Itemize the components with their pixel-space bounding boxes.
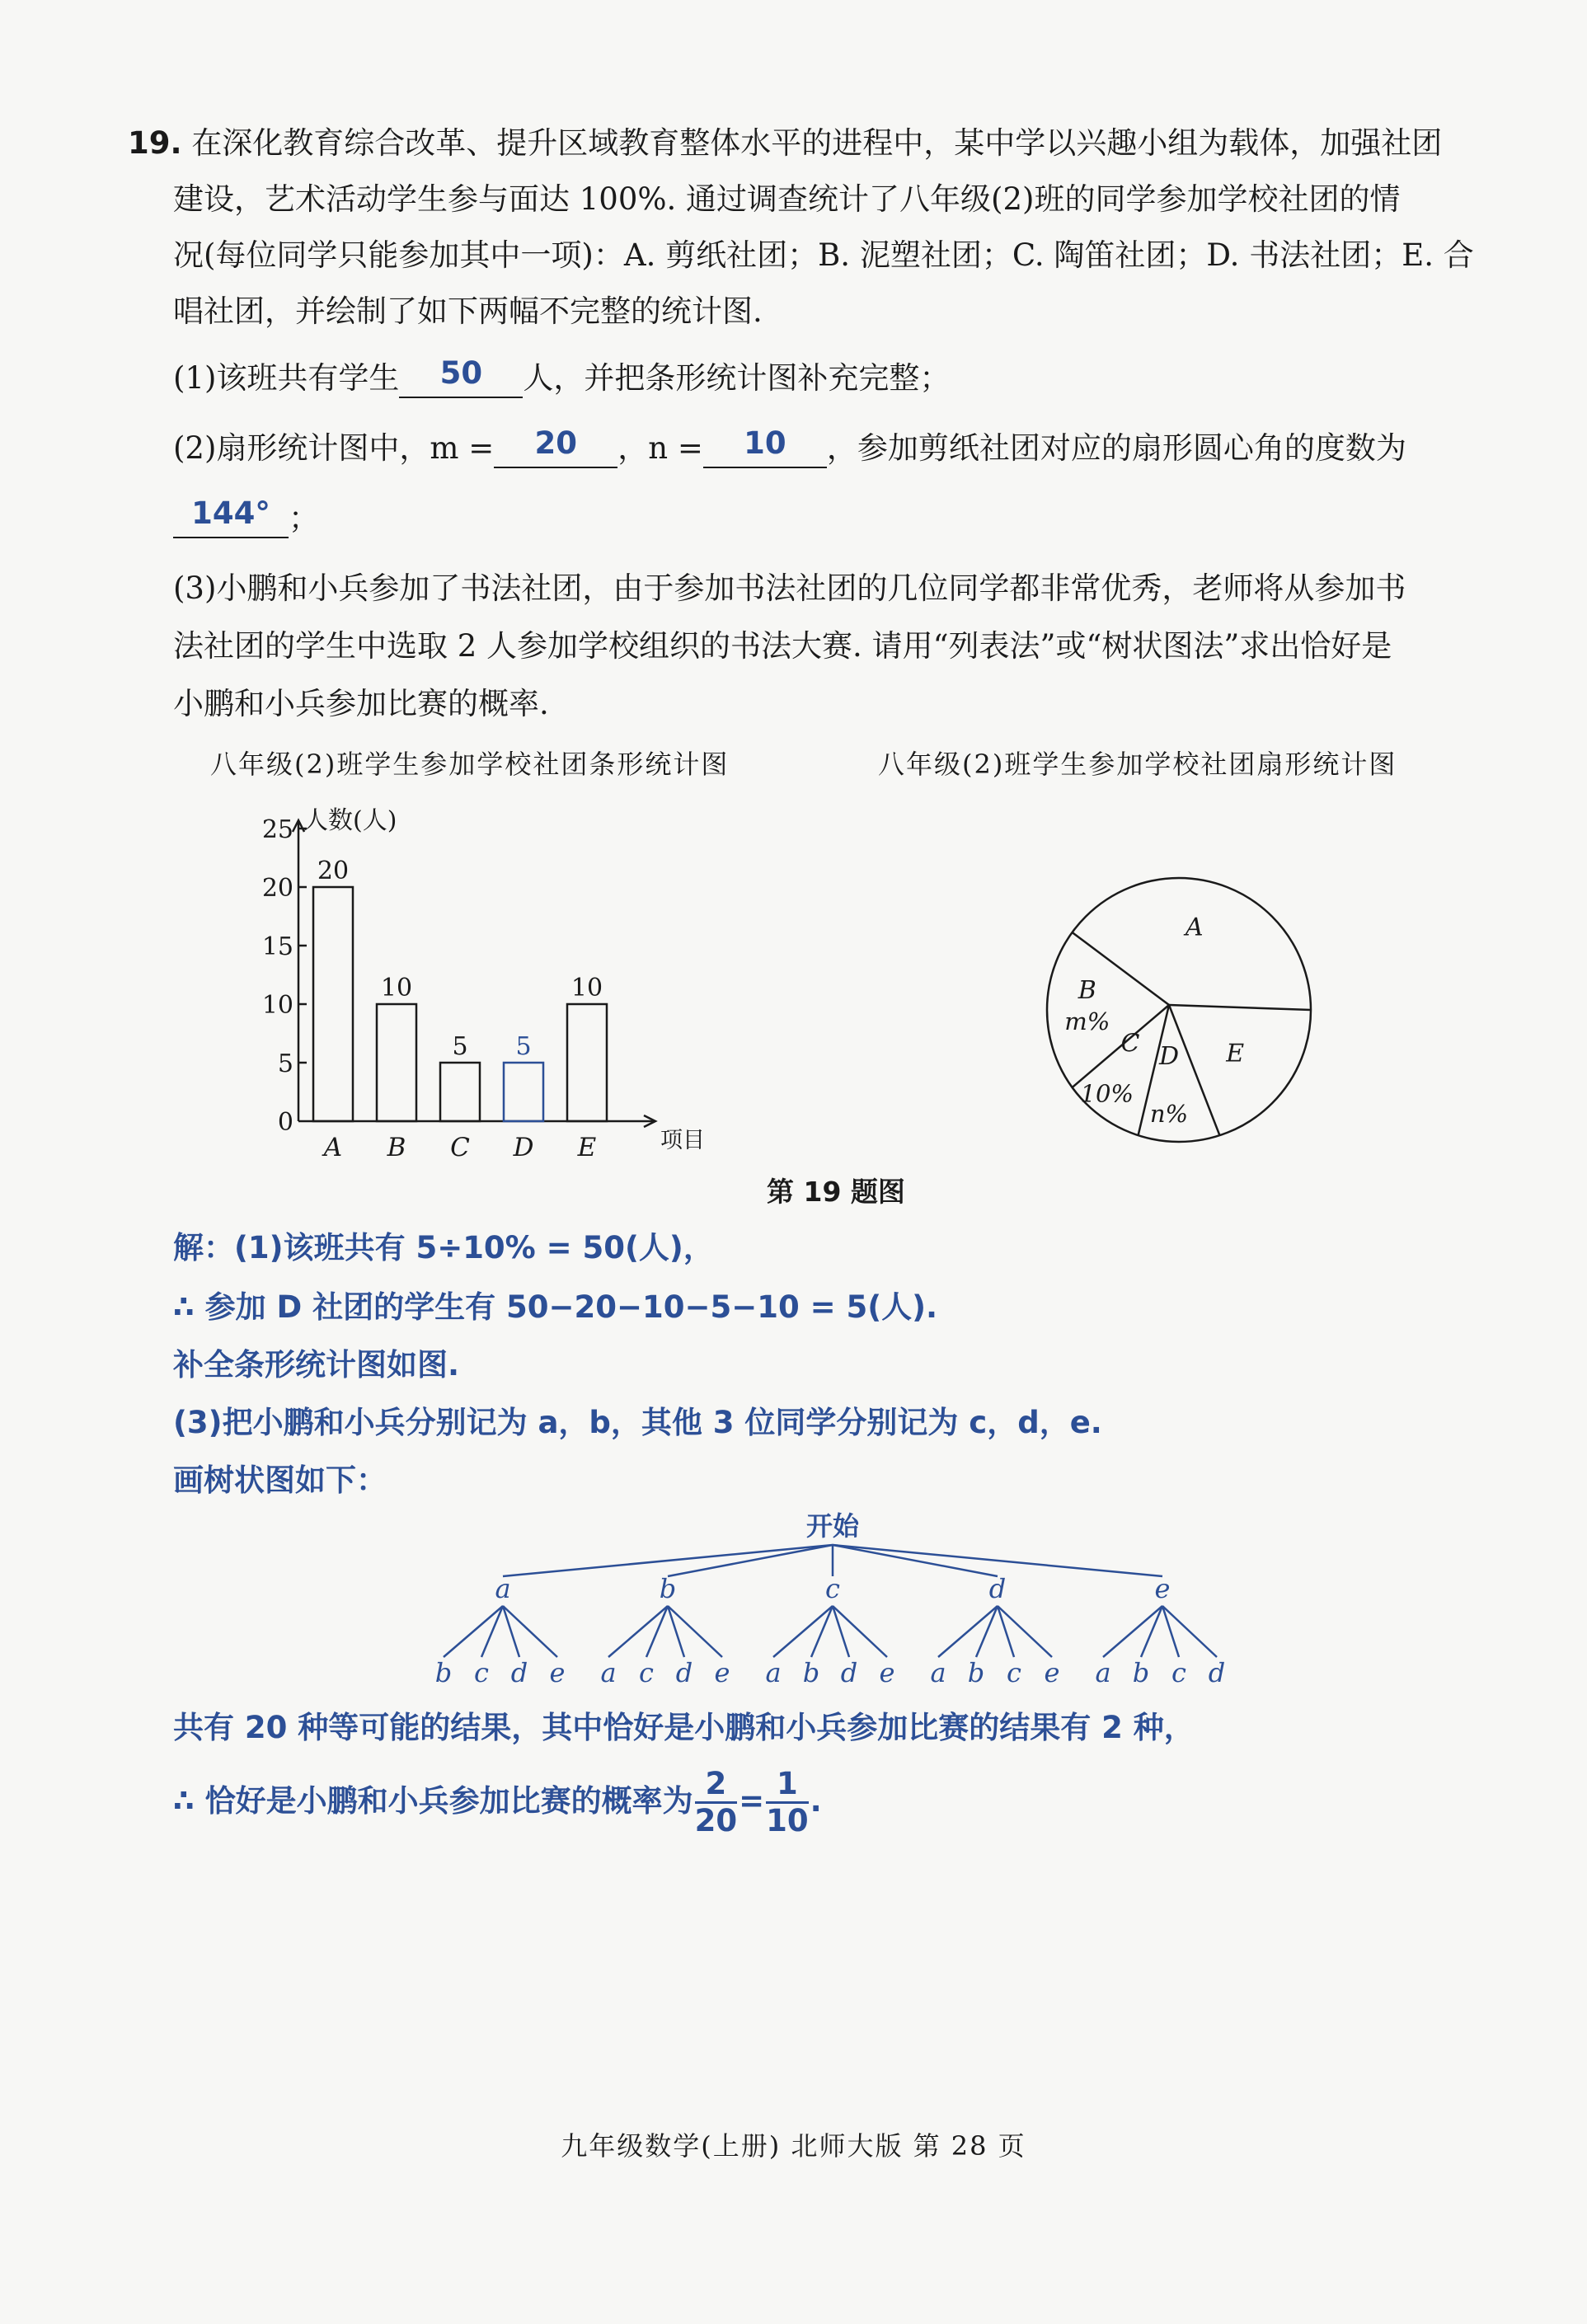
tree-leaf-e-c: c <box>1171 1657 1186 1688</box>
tree-leaf-a-d: d <box>510 1657 528 1688</box>
tree-node-d: d <box>988 1573 1007 1604</box>
bar-y-tick-label: 0 <box>277 1108 293 1137</box>
bar-chart-caption: 八年级(2)班学生参加学校社团条形统计图 <box>210 749 730 780</box>
bar-value-label-D: 5 <box>515 1032 532 1061</box>
tree-edge-c-b <box>811 1606 833 1657</box>
pie-radius-A <box>1169 1005 1311 1010</box>
bar-E <box>567 1004 607 1121</box>
fraction-1-10 <box>766 1767 809 1838</box>
bar-x-label: 项目 <box>660 1128 705 1153</box>
tree-edge-e-b <box>1141 1606 1162 1657</box>
bar-value-label-A: 20 <box>317 857 350 885</box>
part1-prefix: (1)该班共有学生 <box>173 360 400 396</box>
part2-blank-m <box>494 425 617 468</box>
tree-leaf-a-b: b <box>434 1657 453 1688</box>
question-intro-line-3: 况(每位同学只能参加其中一项)：A. 剪纸社团；B. 泥塑社团；C. 陶笛社团；D. 书法社团；E. 合 <box>173 237 1474 273</box>
intro-text-1: 在深化教育综合改革、提升区域教育整体水平的进程中，某中学以兴趣小组为载体，加强社团 <box>191 125 1443 161</box>
pie-chart-caption: 八年级(2)班学生参加学校社团扇形统计图 <box>878 749 1397 780</box>
question-number: 19. <box>128 125 182 161</box>
page-footer: 九年级数学(上册) 北师大版 第 28 页 <box>561 2130 1026 2162</box>
tree-leaf-b-d: d <box>675 1657 693 1688</box>
solution-line-7-prefix: ∴ 恰好是小鹏和小兵参加比赛的概率为 <box>173 1783 693 1819</box>
part1-answer: 50 <box>439 355 483 391</box>
pie-label-D: D <box>1158 1042 1180 1071</box>
tree-edge-root-a <box>503 1545 833 1576</box>
solution-line-3: 补全条形统计图如图. <box>173 1347 460 1383</box>
bar-chart <box>239 783 750 1179</box>
tree-edge-root-e <box>833 1545 1162 1576</box>
tree-leaf-d-a: a <box>930 1657 946 1688</box>
part2-answer-m: 20 <box>534 425 578 461</box>
bar-y-tick-label: 15 <box>261 932 293 961</box>
tree-edge-a-c <box>481 1606 503 1657</box>
bar-value-label-B: 10 <box>380 974 413 1002</box>
part3-line-2: 法社团的学生中选取 2 人参加学校组织的书法大赛. 请用“列表法”或“树状图法”求出恰好是 <box>173 628 1392 664</box>
pie-label-A: A <box>1185 913 1204 942</box>
solution-line-5: 画树状图如下： <box>173 1462 387 1498</box>
bar-value-label-E: 10 <box>570 974 603 1002</box>
part2-angle-line <box>173 495 319 538</box>
tree-leaf-d-e: e <box>1044 1657 1060 1688</box>
tree-leaf-b-a: a <box>600 1657 617 1688</box>
tree-edge-a-b <box>444 1606 503 1657</box>
part1-blank <box>399 355 523 398</box>
part1-line <box>173 355 951 398</box>
tree-edge-root-d <box>833 1545 998 1576</box>
fraction-1-numerator: 2 <box>695 1767 738 1804</box>
solution-line-2: ∴ 参加 D 社团的学生有 50−20−10−5−10 = 5(人). <box>173 1289 938 1325</box>
tree-edge-b-c <box>646 1606 668 1657</box>
pie-label-E: E <box>1226 1039 1245 1068</box>
bar-y-tick-label: 5 <box>277 1049 293 1078</box>
tree-node-b: b <box>659 1573 677 1604</box>
pie-chart <box>1031 857 1344 1171</box>
part1-suffix: 人，并把条形统计图补充完整； <box>523 360 951 396</box>
part2-suffix: ，参加剪纸社团对应的扇形圆心角的度数为 <box>826 430 1406 466</box>
pie-value-label-D: n% <box>1149 1100 1189 1128</box>
pie-marks <box>1047 878 1311 1142</box>
tree-leaf-c-d: d <box>840 1657 858 1688</box>
bar-category-label-A: A <box>323 1133 343 1162</box>
tree-leaf-a-c: c <box>474 1657 489 1688</box>
bar-category-label-D: D <box>513 1133 534 1162</box>
fraction-2-20 <box>695 1767 738 1838</box>
question-intro-line-4: 唱社团，并绘制了如下两幅不完整的统计图. <box>173 293 763 329</box>
solution-line-4: (3)把小鹏和小兵分别记为 a，b，其他 3 位同学分别记为 c，d，e. <box>173 1405 1102 1440</box>
tree-leaf-e-a: a <box>1095 1657 1111 1688</box>
tree-leaf-c-e: e <box>879 1657 895 1688</box>
part2-prefix: (2)扇形统计图中，m = <box>173 430 495 466</box>
tree-edge-d-a <box>938 1606 998 1657</box>
question-intro-line-2: 建设，艺术活动学生参与面达 100%. 通过调查统计了八年级(2)班的同学参加学校社团的情 <box>173 181 1401 217</box>
tree-edge-e-a <box>1103 1606 1162 1657</box>
bar-B <box>377 1004 416 1121</box>
bar-y-tick-label: 20 <box>261 874 293 903</box>
tree-edge-b-a <box>608 1606 668 1657</box>
tree-leaf-c-b: b <box>802 1657 820 1688</box>
tree-node-e: e <box>1154 1573 1171 1604</box>
part3-line-1: (3)小鹏和小兵参加了书法社团，由于参加书法社团的几位同学都非常优秀，老师将从参加书 <box>173 570 1406 606</box>
part2-line <box>173 425 1406 468</box>
tree-leaf-b-e: e <box>714 1657 730 1688</box>
tree-leaf-e-d: d <box>1208 1657 1226 1688</box>
part2-answer-angle: 144° <box>191 495 270 531</box>
tree-leaf-b-c: c <box>639 1657 654 1688</box>
tree-edge-d-b <box>976 1606 998 1657</box>
tree-leaf-a-e: e <box>549 1657 566 1688</box>
bar-y-label: 人数(人) <box>303 806 397 835</box>
part2-answer-n: 10 <box>744 425 786 461</box>
fraction-1-denominator: 20 <box>694 1803 738 1838</box>
pie-value-label-B: m% <box>1064 1007 1110 1035</box>
tree-leaf-e-b: b <box>1132 1657 1150 1688</box>
solution-line-7 <box>173 1764 822 1838</box>
solution-line-6: 共有 20 种等可能的结果，其中恰好是小鹏和小兵参加比赛的结果有 2 种， <box>173 1710 1195 1745</box>
part2-mid: ，n = <box>617 430 703 466</box>
bar-category-label-C: C <box>450 1133 470 1162</box>
tree-diagram <box>0 1509 1587 1707</box>
bar-C <box>440 1063 480 1121</box>
tree-leaf-d-b: b <box>967 1657 985 1688</box>
tree-leaf-c-a: a <box>765 1657 782 1688</box>
part3-line-3: 小鹏和小兵参加比赛的概率. <box>173 686 549 721</box>
part2-end: ； <box>289 500 319 536</box>
figure-label: 第 19 题图 <box>767 1176 905 1208</box>
tree-marks <box>435 1510 1225 1688</box>
bar-D <box>504 1063 543 1121</box>
fraction-2-numerator: 1 <box>766 1767 809 1804</box>
solution-line-7-end: . <box>810 1783 822 1819</box>
pie-label-C: C <box>1120 1029 1140 1059</box>
bar-marks <box>313 857 607 1162</box>
solution-line-1: 解：(1)该班共有 5÷10% = 50(人)， <box>173 1230 714 1265</box>
tree-node-c: c <box>825 1573 840 1604</box>
tree-root: 开始 <box>805 1510 860 1542</box>
part2-blank-angle <box>173 495 289 538</box>
equals-sign: = <box>739 1783 765 1819</box>
bar-category-label-B: B <box>387 1133 406 1162</box>
bar-category-label-E: E <box>577 1133 597 1162</box>
bar-y-tick-label: 25 <box>261 815 293 844</box>
pie-label-B: B <box>1078 976 1096 1005</box>
pie-value-label-C: 10% <box>1080 1079 1134 1108</box>
bar-A <box>313 887 353 1121</box>
tree-edge-c-a <box>773 1606 833 1657</box>
tree-edge-root-b <box>668 1545 833 1576</box>
bar-y-tick-label: 10 <box>261 991 293 1020</box>
bar-value-label-C: 5 <box>452 1032 468 1061</box>
question-intro-line-1 <box>128 124 1442 163</box>
part2-blank-n <box>703 425 827 468</box>
tree-leaf-d-c: c <box>1007 1657 1021 1688</box>
tree-node-a: a <box>495 1573 511 1604</box>
fraction-2-denominator: 10 <box>766 1803 809 1838</box>
